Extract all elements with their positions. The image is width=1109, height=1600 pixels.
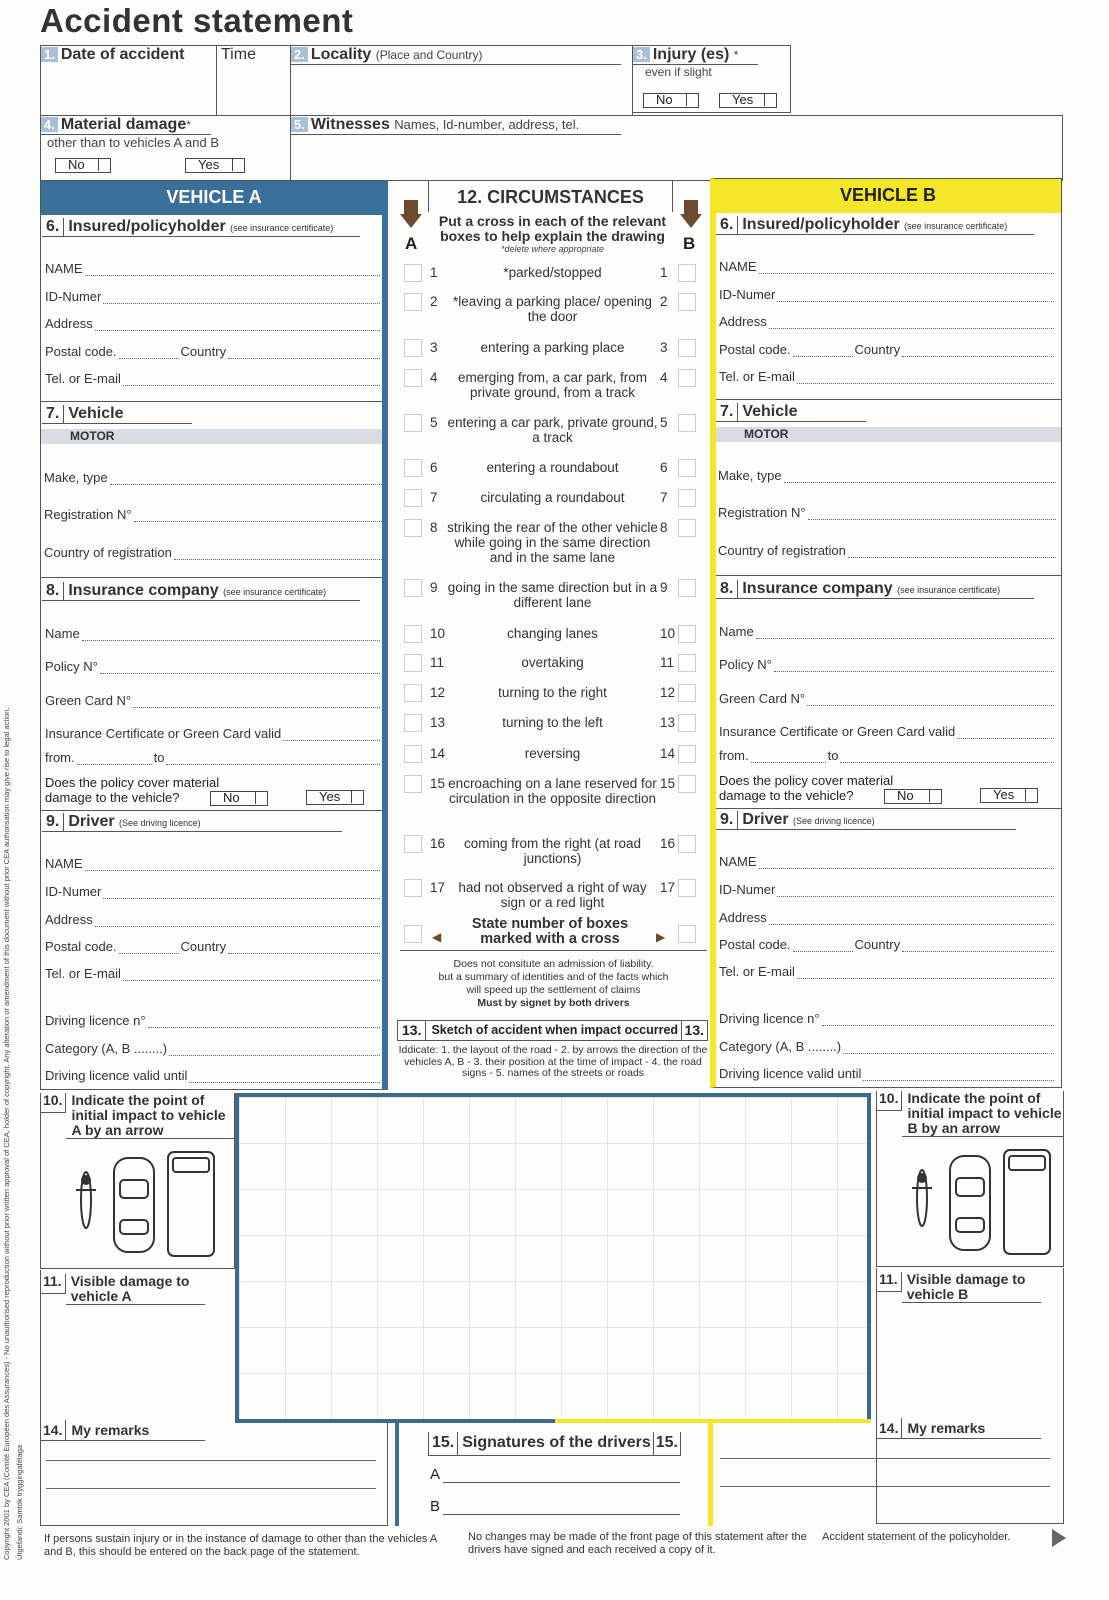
section-number: 8. [716, 580, 738, 598]
cover-yes-checkbox[interactable] [306, 790, 364, 805]
arrow-down-b-icon [680, 200, 702, 230]
circumstance-number-a: 2 [430, 294, 438, 309]
circumstance-9-b-checkbox[interactable] [678, 579, 696, 597]
sketch-title: Sketch of accident when impact occurred [431, 1023, 679, 1037]
section-note: (See driving licence) [793, 816, 875, 826]
material-damage-sub: other than to vehicles A and B [47, 135, 220, 150]
section-title: Driver [742, 811, 789, 828]
circumstance-2-label: *leaving a parking place/ opening the door [453, 294, 652, 324]
publisher-note: Útgefandi: Samtök tryggingafélaga [15, 1444, 24, 1560]
sketch-area[interactable] [235, 1093, 871, 1423]
circumstance-10-label: changing lanes [507, 626, 598, 641]
locality-box[interactable] [290, 45, 633, 116]
circumstance-11-b-checkbox[interactable] [678, 654, 696, 672]
circumstance-3-b-checkbox[interactable] [678, 339, 696, 357]
section-number: 10. [40, 1093, 66, 1113]
field-label: Tel. or E-mail [719, 964, 795, 979]
must-sign-note: Must by signet by both drivers [477, 997, 630, 1009]
copyright-note: Copyright 2001 by CEA (Comité Européen des Assurances) - No unauthorised reproduction without prior written approval of CEA, holder of copyright. Any alteration or amendment of this document without prior CEA authorisation may give rise to legal action. [2, 707, 11, 1560]
footer-changes-note: No changes may be made of the front page of this statement after the drivers have signed and each received a copy of it. [468, 1531, 807, 1556]
circumstance-number-b: 14 [660, 746, 676, 761]
next-page-arrow-icon [1050, 1525, 1070, 1551]
circumstance-number-b: 3 [660, 340, 668, 355]
field-label: NAME [719, 854, 757, 869]
section-number: 9. [42, 813, 64, 831]
no-label: No [223, 790, 240, 805]
circumstance-9-label: going in the same direction but in a different lane [447, 580, 658, 610]
section-number: 14. [876, 1418, 902, 1439]
signature-a-field[interactable] [430, 1466, 680, 1483]
page-title: Accident statement [40, 2, 354, 39]
circumstance-number-a: 1 [430, 265, 438, 280]
field-label: Policy N° [45, 659, 98, 674]
circumstance-1-b-checkbox[interactable] [678, 264, 696, 282]
circumstance-17-a-checkbox[interactable] [404, 879, 422, 897]
my-remarks-heading [876, 1418, 1041, 1439]
impact-diagram[interactable] [906, 1148, 1066, 1263]
locality-note: (Place and Country) [375, 48, 483, 62]
section-title: Insurance company [742, 580, 893, 597]
circumstance-6-label: entering a roundabout [486, 460, 619, 475]
circumstance-number-a: 11 [430, 655, 445, 670]
circumstance-number-a: 12 [430, 685, 446, 700]
section-title: Vehicle [742, 403, 798, 420]
injury-no-checkbox[interactable] [643, 93, 699, 108]
circumstance-17-label: had not observed a right of way sign or a red light [458, 880, 647, 910]
vehicle-header: VEHICLE B [714, 178, 1062, 213]
footer-policyholder-note: Accident statement of the policyholder. [822, 1531, 1011, 1543]
section-title: Insured/policyholder [68, 218, 226, 235]
field-label: Make, type [44, 470, 108, 485]
circumstance-number-a: 4 [430, 370, 438, 385]
field-label: ID-Numer [45, 884, 102, 899]
injury-sub: even if slight [645, 65, 712, 79]
circumstance-number-b: 10 [660, 626, 676, 641]
field-label: Tel. or E-mail [45, 371, 121, 386]
circumstance-11-label: overtaking [521, 655, 584, 670]
country-label: Country [180, 344, 227, 359]
cover-question-line: Does the policy cover material [719, 773, 894, 788]
field-label: Postal code. [45, 344, 117, 359]
circumstance-number-b: 6 [660, 460, 668, 475]
circumstance-3-label: entering a parking place [480, 340, 625, 355]
locality-label: Locality [310, 46, 372, 63]
to-label: to [153, 750, 165, 765]
field-label: Driving licence n° [719, 1011, 820, 1026]
injury-box [632, 45, 791, 113]
circumstance-13-b-checkbox[interactable] [678, 714, 696, 732]
circumstance-number-a: 8 [430, 520, 438, 535]
date-label: Date of accident [60, 46, 185, 63]
cover-question-line: damage to the vehicle? [45, 790, 180, 805]
section-number: 7. [716, 403, 738, 421]
section-number: 4. [41, 117, 58, 132]
visible-damage-area[interactable] [876, 1268, 1064, 1418]
yes-label: Yes [319, 789, 341, 804]
delete-note: *delete where appropriate [500, 244, 605, 254]
circumstance-number-b: 16 [660, 836, 676, 851]
field-label: Tel. or E-mail [719, 369, 795, 384]
circumstance-number-a: 17 [430, 880, 446, 895]
circumstance-11-a-checkbox[interactable] [404, 654, 422, 672]
circumstance-12-b-checkbox[interactable] [678, 684, 696, 702]
field-label: Green Card N° [719, 691, 806, 706]
field-label: ID-Numer [45, 289, 102, 304]
section-number: 13. [398, 1021, 426, 1040]
field-label: Address [45, 912, 93, 927]
vehicle-silhouettes-icon [906, 1148, 1066, 1258]
material-no-checkbox[interactable] [55, 158, 111, 173]
material-yes-checkbox[interactable] [185, 158, 245, 173]
witnesses-label: Witnesses [310, 116, 390, 133]
circumstances-title: 12. CIRCUMSTANCES [428, 180, 673, 212]
country-label: Country [854, 342, 901, 357]
section-title: Insurance company [68, 582, 219, 599]
field-label: Green Card N° [45, 693, 132, 708]
circumstance-7-a-checkbox[interactable] [404, 489, 422, 507]
field-label: Address [45, 316, 93, 331]
footer-injury-note: If persons sustain injury or in the instance of damage to other than the vehicles A and B, this should be entered on the back page of the statement. [44, 1533, 437, 1558]
section-number: 1. [41, 47, 58, 62]
section-note: (see insurance certificate) [223, 587, 327, 597]
yes-label: Yes [732, 92, 754, 107]
signature-b-label: B [430, 1498, 441, 1515]
witnesses-note: Names, Id-number, address, tel. [394, 117, 580, 132]
circumstance-number-a: 9 [430, 580, 438, 595]
liability-disclaimer [400, 958, 707, 1010]
state-count-a-box[interactable] [404, 925, 422, 943]
section-title: Insured/policyholder [742, 216, 900, 233]
section-title: Vehicle [68, 405, 124, 422]
circumstance-number-a: 5 [430, 415, 438, 430]
section-title: Indicate the point of initial impact to vehicle A by an arrow [66, 1093, 235, 1139]
section-number: 6. [42, 218, 64, 236]
section-number: 10. [876, 1091, 902, 1111]
circumstance-7-b-checkbox[interactable] [678, 489, 696, 507]
circumstance-13-a-checkbox[interactable] [404, 714, 422, 732]
impact-point-heading [40, 1093, 235, 1139]
circumstance-16-a-checkbox[interactable] [404, 835, 422, 853]
section-note: (see insurance certificate) [897, 585, 1001, 595]
column-b-label: B [683, 234, 696, 253]
section-number: 5. [291, 117, 308, 132]
signature-a-label: A [430, 1466, 441, 1483]
field-label: Category (A, B ........) [719, 1039, 842, 1054]
circumstance-8-label: striking the rear of the other vehicle while going in the same direction and in the same lane [447, 520, 658, 565]
circumstance-4-label: emerging from, a car park, from private ground, from a track [457, 370, 648, 400]
circumstance-number-b: 2 [660, 294, 668, 309]
cover-question-line: Does the policy cover material [45, 775, 220, 790]
circumstance-2-a-checkbox[interactable] [404, 293, 422, 311]
field-label: Postal code. [45, 939, 117, 954]
field-label: Driving licence valid until [45, 1068, 188, 1083]
field-label: Address [719, 910, 767, 925]
circumstance-5-a-checkbox[interactable] [404, 414, 422, 432]
section-number: 9. [716, 811, 738, 829]
material-damage-label: Material damage [60, 116, 187, 133]
no-label: No [68, 157, 85, 172]
from-label: from. [719, 748, 749, 763]
section-title: My remarks [902, 1418, 1041, 1439]
circumstance-12-a-checkbox[interactable] [404, 684, 422, 702]
circumstance-1-label: *parked/stopped [503, 265, 602, 280]
circumstance-number-a: 3 [430, 340, 438, 355]
arrow-left-icon: ◀ [432, 930, 442, 944]
section-note: (see insurance certificate) [230, 223, 334, 233]
section-number: 6. [716, 216, 738, 234]
circumstance-number-a: 7 [430, 490, 438, 505]
circumstance-12-label: turning to the right [498, 685, 607, 700]
circumstance-16-label: coming from the right (at road junctions) [463, 836, 642, 866]
circumstances-instruction: Put a cross in each of the relevant boxes to help explain the drawing [438, 213, 667, 244]
field-label: ID-Numer [719, 882, 776, 897]
circumstance-14-b-checkbox[interactable] [678, 745, 696, 763]
vehicle-header: VEHICLE A [40, 180, 388, 215]
signatures-header [428, 1432, 681, 1456]
field-label: Name [45, 626, 80, 641]
field-label: Postal code. [719, 937, 791, 952]
date-box[interactable] [40, 45, 291, 116]
circumstance-number-b: 9 [660, 580, 668, 595]
circumstance-number-a: 13 [430, 715, 446, 730]
circumstance-5-label: entering a car park, private ground, a track [447, 415, 658, 445]
injury-yes-checkbox[interactable] [719, 93, 777, 108]
section-number: 8. [42, 582, 64, 600]
circumstance-4-b-checkbox[interactable] [678, 369, 696, 387]
field-label: Postal code. [719, 342, 791, 357]
my-remarks-heading [40, 1420, 205, 1441]
field-label: Driving licence n° [45, 1013, 146, 1028]
field-label: Category (A, B ........) [45, 1041, 168, 1056]
no-label: No [897, 788, 914, 803]
field-label: Driving licence valid until [719, 1066, 862, 1081]
circumstance-number-a: 6 [430, 460, 438, 475]
cover-yes-checkbox[interactable] [980, 788, 1038, 803]
circumstance-number-b: 8 [660, 520, 668, 535]
injury-label: Injury (es) [652, 46, 730, 63]
circumstance-14-label: reversing [524, 746, 581, 761]
circumstance-number-b: 17 [660, 880, 676, 895]
circumstance-3-a-checkbox[interactable] [404, 339, 422, 357]
circumstance-10-a-checkbox[interactable] [404, 625, 422, 643]
circumstance-8-b-checkbox[interactable] [678, 519, 696, 537]
circumstance-17-b-checkbox[interactable] [678, 879, 696, 897]
field-label: Registration N° [718, 505, 806, 520]
circumstance-number-a: 15 [430, 776, 446, 791]
impact-diagram[interactable] [70, 1150, 230, 1265]
circumstance-number-b: 15 [660, 776, 676, 791]
circumstance-number-b: 1 [660, 265, 668, 280]
arrow-down-a-icon [400, 200, 422, 230]
field-label: Country of registration [44, 545, 172, 560]
circumstance-number-b: 7 [660, 490, 668, 505]
visible-damage-area[interactable] [40, 1270, 235, 1420]
field-label: Insurance Certificate or Green Card valid [719, 724, 956, 739]
circumstance-10-b-checkbox[interactable] [678, 625, 696, 643]
sketch-header [397, 1020, 708, 1041]
section-note: (see insurance certificate) [904, 221, 1008, 231]
section-note: (See driving licence) [119, 818, 201, 828]
witnesses-box[interactable] [290, 115, 1063, 181]
circumstance-2-b-checkbox[interactable] [678, 293, 696, 311]
column-a-label: A [405, 234, 418, 253]
circumstance-number-b: 13 [660, 715, 676, 730]
circumstance-13-label: turning to the left [502, 715, 603, 730]
field-label: Name [719, 624, 754, 639]
vehicle-silhouettes-icon [70, 1150, 230, 1260]
field-label: Tel. or E-mail [45, 966, 121, 981]
circumstance-number-a: 10 [430, 626, 446, 641]
asterisk: * [186, 118, 191, 132]
circumstance-6-b-checkbox[interactable] [678, 459, 696, 477]
section-title: Indicate the point of initial impact to vehicle B by an arrow [902, 1091, 1064, 1137]
yes-label: Yes [993, 787, 1015, 802]
circumstance-number-b: 4 [660, 370, 668, 385]
circumstance-15-label: encroaching on a lane reserved for circulation in the opposite direction [448, 776, 657, 806]
circumstance-7-label: circulating a roundabout [480, 490, 625, 505]
circumstance-9-a-checkbox[interactable] [404, 579, 422, 597]
sketch-instruction: Iddicate: 1. the layout of the road - 2. by arrows the direction of the vehicles A, B - 3. their position at the time of impact - 4. the road signs - 5. names of the streets or roads [398, 1044, 708, 1079]
cover-no-checkbox[interactable] [884, 789, 942, 804]
circumstance-number-b: 5 [660, 415, 668, 430]
material-damage-box [40, 115, 291, 181]
section-number: 15. [429, 1432, 458, 1455]
circumstance-number-b: 12 [660, 685, 676, 700]
circumstance-8-a-checkbox[interactable] [404, 519, 422, 537]
section-number: 3. [633, 47, 650, 62]
field-label: Registration N° [44, 507, 132, 522]
disclaimer-line: will speed up the settlement of claims [466, 984, 641, 996]
country-label: Country [854, 937, 901, 952]
section-title: Visible damage to vehicle B [902, 1272, 1041, 1303]
state-count-b-box[interactable] [678, 925, 696, 943]
section-number: 13. [681, 1021, 707, 1040]
field-label: Address [719, 314, 767, 329]
section-number: 11. [876, 1272, 902, 1292]
field-label: NAME [719, 259, 757, 274]
circumstance-14-a-checkbox[interactable] [404, 745, 422, 763]
cover-no-checkbox[interactable] [210, 791, 268, 806]
field-label: ID-Numer [719, 287, 776, 302]
section-number: 15. [653, 1432, 680, 1455]
disclaimer-line: but a summary of identities and of the facts which [438, 971, 669, 983]
circumstance-5-b-checkbox[interactable] [678, 414, 696, 432]
section-number: 14. [40, 1420, 66, 1441]
motor-label: MOTOR [40, 429, 388, 444]
field-label: Insurance Certificate or Green Card valid [45, 726, 282, 741]
no-label: No [656, 92, 673, 107]
field-label: Country of registration [718, 543, 846, 558]
impact-point-heading [876, 1091, 1064, 1137]
section-number: 7. [42, 405, 64, 423]
time-label: Time [221, 46, 256, 63]
time-field[interactable] [216, 46, 290, 115]
circumstance-number-b: 11 [660, 655, 675, 670]
field-label: NAME [45, 856, 83, 871]
section-number: 11. [40, 1274, 66, 1294]
circumstance-1-a-checkbox[interactable] [404, 264, 422, 282]
circumstance-number-a: 16 [430, 836, 446, 851]
arrow-right-icon: ▶ [656, 930, 666, 944]
country-label: Country [180, 939, 227, 954]
circumstance-number-a: 14 [430, 746, 446, 761]
field-label: Policy N° [719, 657, 772, 672]
circumstance-4-a-checkbox[interactable] [404, 369, 422, 387]
cover-question-line: damage to the vehicle? [719, 788, 854, 803]
field-label: NAME [45, 261, 83, 276]
signature-b-field[interactable] [430, 1498, 680, 1515]
section-title: Driver [68, 813, 115, 830]
state-number-label: State number of boxes marked with a cross [471, 916, 629, 947]
circumstance-16-b-checkbox[interactable] [678, 835, 696, 853]
circumstance-6-a-checkbox[interactable] [404, 459, 422, 477]
asterisk: * [733, 48, 739, 62]
signatures-title: Signatures of the drivers [462, 1434, 651, 1451]
to-label: to [827, 748, 839, 763]
section-number: 2. [291, 47, 308, 62]
circumstance-15-b-checkbox[interactable] [678, 775, 696, 793]
section-title: My remarks [66, 1420, 205, 1441]
from-label: from. [45, 750, 75, 765]
disclaimer-line: Does not consitute an admission of liability. [453, 958, 654, 970]
circumstance-15-a-checkbox[interactable] [404, 775, 422, 793]
section-title: Visible damage to vehicle A [66, 1274, 205, 1305]
field-label: Make, type [718, 468, 782, 483]
yes-label: Yes [198, 157, 220, 172]
motor-label: MOTOR [714, 427, 1062, 442]
